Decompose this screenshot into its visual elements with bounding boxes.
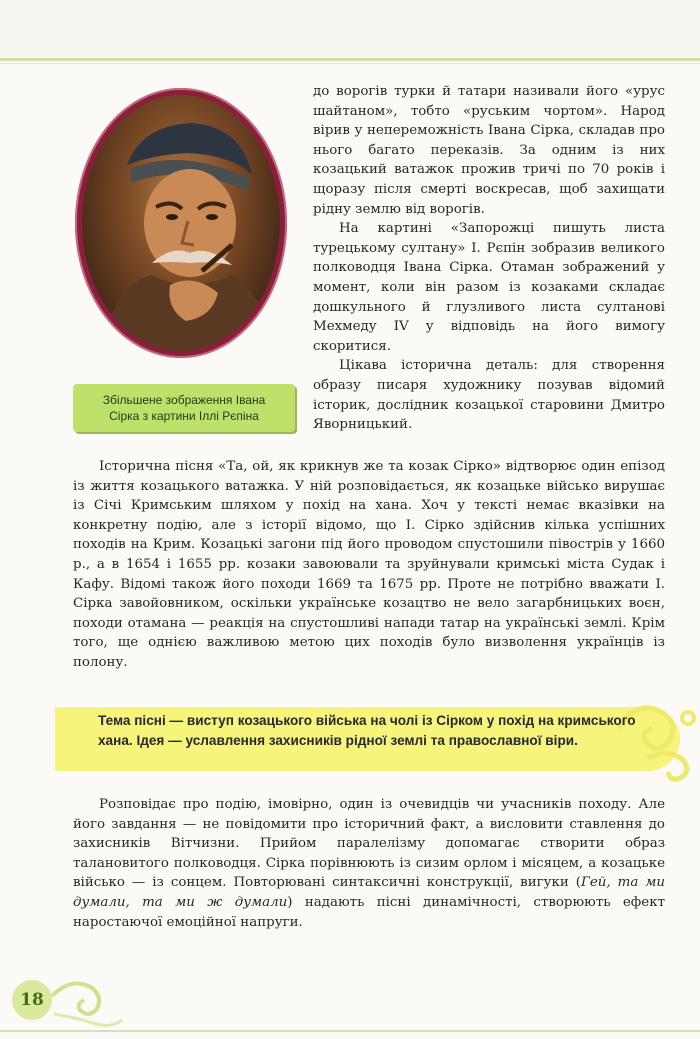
- paragraph: На картині «Запорожці пишуть листа турецькому султану» І. Рєпін зобразив великого полководця Івана Сірка. Отаман зображений у момент, коли він разом із козаками складає дошкульного й глузливого листа султанові Мехмеду IV у відповідь на його вимогу скоритися.: [313, 221, 665, 354]
- theme-statement: Тема пісні — виступ козацького війська на чолі із Сірком у похід на кримського хана. Ідея — уславлення захисників рідної землі та православної віри.: [98, 713, 636, 748]
- paragraph: [73, 795, 665, 932]
- footer-divider: [0, 1030, 700, 1032]
- analysis-text: [73, 795, 665, 932]
- paragraph: Історична пісня «Та, ой, як крикнув же та козак Сірко» відтворює один епізод із життя козацького ватажка. У ній розповідається, як козацьке військо вирушає із Січі Кримським шляхом у похід на хана. Хоч у тексті немає вказівки на конкретну подію, але з історії відомо, що І. Сірко здійснив кілька успішних походів на Крим. Козацькі загони під його проводом спустошили півострів у 1660 р., а в 1654 і 1655 рр. козаки завоювали та зруйнували кримські міста Судак і Кафу. Відомі також його походи 1669 та 1675 рр. Проте не потрібно вважати І. Сірка завойовником, оскільки українське козацтво не вело загарбницьких воєн, походи отамана — реакція на спустошливі напади татар на українські землі. Крім того, ще однією важливою метою цих походів було визволення українців із полону.: [73, 459, 665, 670]
- header-divider-thin: [0, 63, 700, 64]
- portrait-painting-icon: [82, 95, 280, 351]
- portrait-image: [82, 95, 280, 351]
- italic-quote: Гей, та ми думали, та ми ж думали: [73, 875, 665, 910]
- caption-line: Сірка з картини Іллі Рєпіна: [109, 409, 259, 423]
- paragraph: Цікава історична деталь: для створення образу писаря художнику позував відомий історик, дослідник козацької старовини Дмитро Яворницький.: [313, 358, 665, 433]
- right-column-text: [313, 82, 665, 435]
- portrait-frame: [75, 88, 287, 358]
- paragraph-part: ) надають пісні динамічності, створюють ефект наростаючої емоційної напруги.: [73, 894, 665, 930]
- paragraph-part: Розповідає про подію, імовірно, один із очевидців чи учасників походу. Але його завдання — не повідомити про історичний факт, а висловити ставлення до захисників Вітчизни. Прийом паралелізму допомагає створити образ талановитого полководця. Сірка порівнюють із сизим орлом і місяцем, а козацьке військо — із сонцем. Повторювані синтаксичні конструкції, вигуки (: [73, 797, 665, 891]
- figure-caption: [73, 384, 295, 432]
- main-text: [73, 457, 665, 673]
- caption-line: Збільшене зображення Івана: [102, 393, 266, 407]
- page-number: 18: [20, 990, 44, 1010]
- header-divider: [0, 58, 700, 61]
- header-band: [0, 0, 700, 58]
- paragraph: до ворогів турки й татари називали його «урус шайтаном», тобто «руським чортом». Народ вірив у непереможність Івана Сірка, складав про нього багато переказів. За одним із них козацький ватажок прожив тричі по 70 років і щоразу після смерті воскресав, щоб захищати рідну землю від ворогів.: [313, 84, 665, 217]
